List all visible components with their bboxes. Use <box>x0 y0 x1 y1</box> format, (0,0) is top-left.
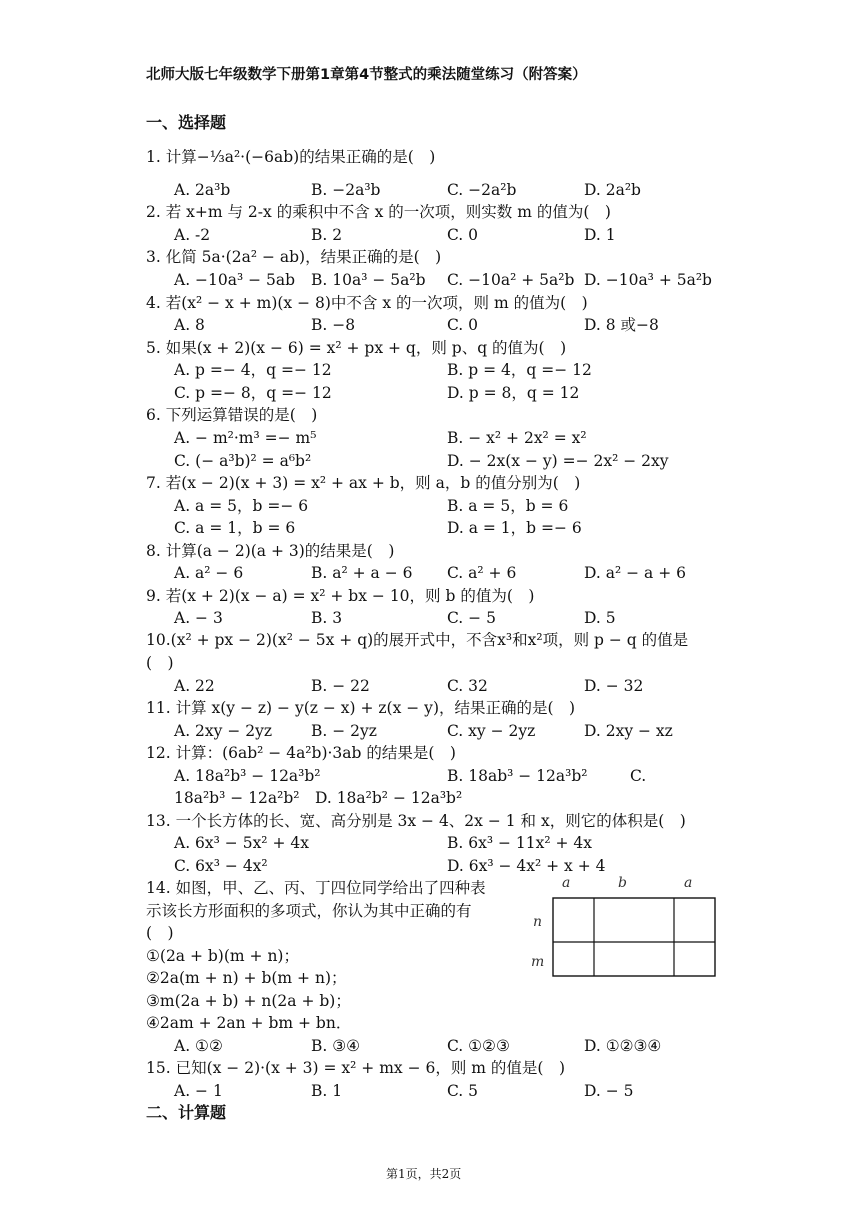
option-3d: D. −10a³ + 5a²b <box>584 271 712 289</box>
option-11a: A. 2xy − 2yz <box>174 722 273 740</box>
page-footer: 第1页，共2页 <box>386 1167 462 1181</box>
section-heading-choice: 一、选择题 <box>146 113 227 132</box>
question-11: 11. 计算 x(y − z) − y(z − x) + z(x − y)，结果正确的是( ) <box>146 699 576 717</box>
option-3a: A. −10a³ − 5ab <box>174 271 296 289</box>
option-11b: B. − 2yz <box>311 722 377 740</box>
option-13d: D. 6x³ − 4x² + x + 4 <box>447 857 606 875</box>
question-12: 12. 计算：(6ab² − 4a²b)·3ab 的结果是( ) <box>146 744 456 762</box>
option-4b: B. −8 <box>311 316 356 334</box>
option-1c: C. −2a²b <box>447 181 517 199</box>
option-2b: B. 2 <box>311 226 343 244</box>
question-14-item4: ④2am + 2an + bm + bn． <box>146 1014 352 1032</box>
question-6: 6. 下列运算错误的是( ) <box>146 406 318 424</box>
question-4: 4. 若(x² − x + m)(x − 8)中不含 x 的一次项，则 m 的值为( ) <box>146 294 588 312</box>
option-7b: B. a = 5，b = 6 <box>447 497 569 515</box>
option-4c: C. 0 <box>447 316 479 334</box>
option-7d: D. a = 1，b =− 6 <box>447 519 582 537</box>
option-14a: A. ①② <box>174 1037 223 1055</box>
option-6d: D. − 2x(x − y) =− 2x² − 2xy <box>447 452 669 470</box>
option-15d: D. − 5 <box>584 1082 634 1100</box>
option-2a: A. -2 <box>174 226 211 244</box>
question-3: 3. 化简 5a·(2a² − ab)，结果正确的是( ) <box>146 248 442 266</box>
option-13c: C. 6x³ − 4x² <box>174 857 268 875</box>
option-10b: B. − 22 <box>311 677 370 695</box>
option-4d: D. 8 或−8 <box>584 316 659 334</box>
option-12c-d: 18a²b³ − 12a²b² D. 18a²b² − 12a³b² <box>174 789 463 807</box>
option-1a: A. 2a³b <box>174 181 231 199</box>
option-14c: C. ①②③ <box>447 1037 510 1055</box>
question-14-item2: ②2a(m + n) + b(m + n)； <box>146 969 347 987</box>
option-9a: A. − 3 <box>174 609 223 627</box>
option-12b: B. 18ab³ − 12a³b² <box>447 767 588 785</box>
option-2c: C. 0 <box>447 226 479 244</box>
option-10d: D. − 32 <box>584 677 644 695</box>
question-2: 2. 若 x+m 与 2-x 的乘积中不含 x 的一次项，则实数 m 的值为( ) <box>146 203 611 221</box>
figure-label-top-b: b <box>618 875 627 891</box>
question-1: 1. 计算−⅓a²·(−6ab)的结果正确的是( ) <box>146 148 436 166</box>
option-2d: D. 1 <box>584 226 616 244</box>
question-15: 15. 已知(x − 2)·(x + 3) = x² + mx − 6，则 m 的值是( ) <box>146 1059 566 1077</box>
document-title: 北师大版七年级数学下册第1章第4节整式的乘法随堂练习（附答案） <box>146 67 587 83</box>
figure-label-top-a1: a <box>562 875 571 891</box>
question-10: 10.(x² + px − 2)(x² − 5x + q)的展开式中，不含x³和x²项，则 p − q 的值是 <box>146 631 689 649</box>
option-15a: A. − 1 <box>174 1082 223 1100</box>
option-7a: A. a = 5，b =− 6 <box>174 497 309 515</box>
option-8d: D. a² − a + 6 <box>584 564 686 582</box>
option-6c: C. (− a³b)² = a⁶b² <box>174 452 312 470</box>
option-8a: A. a² − 6 <box>174 564 244 582</box>
option-13b: B. 6x³ − 11x² + 4x <box>447 834 593 852</box>
question-14-line1: 14. 如图，甲、乙、丙、丁四位同学给出了四种表 <box>146 879 486 897</box>
option-10c: C. 32 <box>447 677 488 695</box>
option-8b: B. a² + a − 6 <box>311 564 413 582</box>
rectangle-area-figure <box>528 872 724 982</box>
figure-outer-rectangle <box>553 898 715 976</box>
option-5a: A. p =− 4，q =− 12 <box>174 361 332 379</box>
option-5c: C. p =− 8，q =− 12 <box>174 384 332 402</box>
option-9b: B. 3 <box>311 609 343 627</box>
figure-label-side-n: n <box>533 914 543 930</box>
figure-label-side-m: m <box>531 954 545 970</box>
section-heading-calculation: 二、计算题 <box>146 1103 227 1122</box>
option-9c: C. − 5 <box>447 609 496 627</box>
question-14-line2: 示该长方形面积的多项式，你认为其中正确的有 <box>146 902 472 920</box>
option-5d: D. p = 8，q = 12 <box>447 384 580 402</box>
question-8: 8. 计算(a − 2)(a + 3)的结果是( ) <box>146 542 395 560</box>
option-6a: A. − m²·m³ =− m⁵ <box>174 429 317 447</box>
question-14-item3: ③m(2a + b) + n(2a + b)； <box>146 992 351 1010</box>
question-5: 5. 如果(x + 2)(x − 6) = x² + px + q，则 p、q 的值为( ) <box>146 339 567 357</box>
question-13: 13. 一个长方体的长、宽、高分别是 3x − 4、2x − 1 和 x，则它的体积是( ) <box>146 812 686 830</box>
option-7c: C. a = 1，b = 6 <box>174 519 296 537</box>
option-12a: A. 18a²b³ − 12a³b² <box>174 767 321 785</box>
option-11c: C. xy − 2yz <box>447 722 536 740</box>
option-6b: B. − x² + 2x² = x² <box>447 429 587 447</box>
option-15b: B. 1 <box>311 1082 343 1100</box>
question-10-bracket: ( ) <box>146 654 174 672</box>
option-13a: A. 6x³ − 5x² + 4x <box>174 834 309 852</box>
option-9d: D. 5 <box>584 609 616 627</box>
option-1d: D. 2a²b <box>584 181 641 199</box>
question-7: 7. 若(x − 2)(x + 3) = x² + ax + b，则 a，b 的值分别为( ) <box>146 474 581 492</box>
option-11d: D. 2xy − xz <box>584 722 673 740</box>
option-12c-label: C. <box>630 767 647 785</box>
option-5b: B. p = 4，q =− 12 <box>447 361 592 379</box>
option-3c: C. −10a² + 5a²b <box>447 271 575 289</box>
option-3b: B. 10a³ − 5a²b <box>311 271 426 289</box>
option-1b: B. −2a³b <box>311 181 381 199</box>
question-9: 9. 若(x + 2)(x − a) = x² + bx − 10，则 b 的值为( ) <box>146 587 535 605</box>
option-8c: C. a² + 6 <box>447 564 517 582</box>
option-14b: B. ③④ <box>311 1037 361 1055</box>
question-14-bracket: ( ) <box>146 924 174 942</box>
option-4a: A. 8 <box>174 316 205 334</box>
option-10a: A. 22 <box>174 677 215 695</box>
option-14d: D. ①②③④ <box>584 1037 662 1055</box>
figure-label-top-a2: a <box>684 875 693 891</box>
option-15c: C. 5 <box>447 1082 479 1100</box>
question-14-item1: ①(2a + b)(m + n)； <box>146 947 299 965</box>
